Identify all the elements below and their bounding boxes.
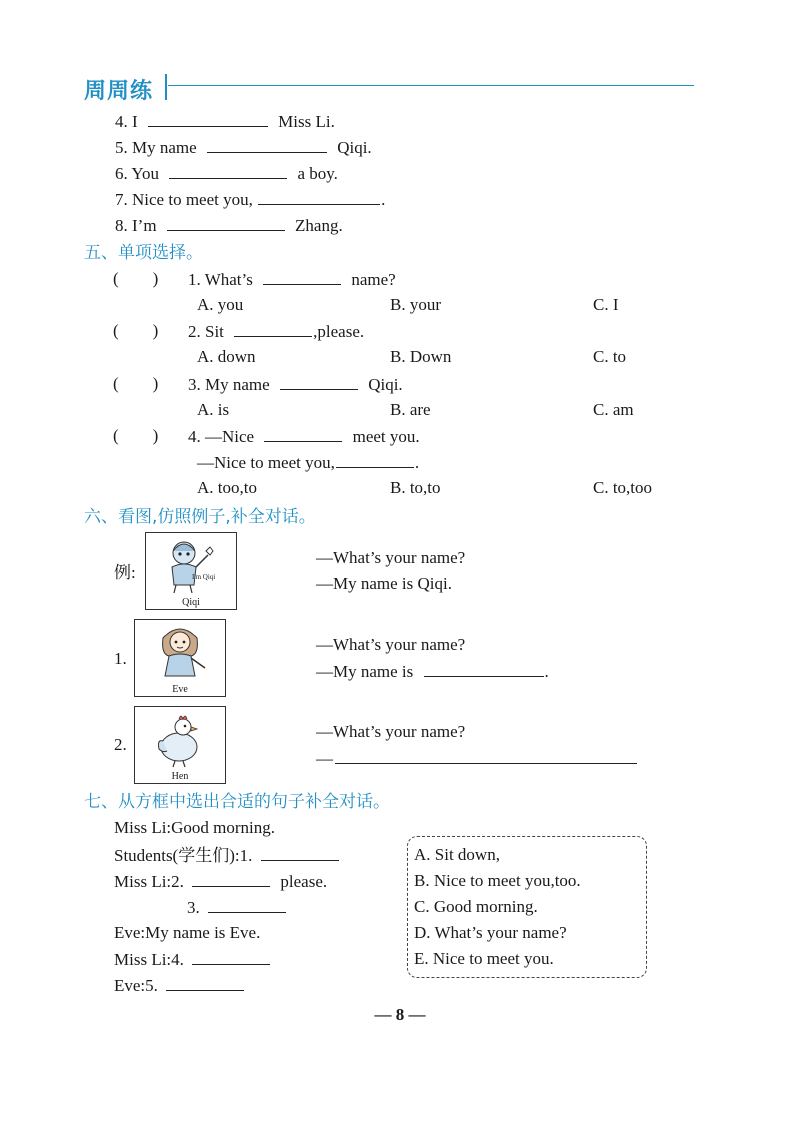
question-1-paren[interactable]: ( ) (113, 269, 159, 288)
answer-blank[interactable] (148, 110, 268, 127)
example-answer: —My name is Qiqi. (316, 574, 452, 593)
question-1-stem: 1. What’s name? (188, 270, 396, 289)
option-e: E. Nice to meet you. (414, 949, 554, 968)
option-a: A. down (197, 347, 256, 366)
item-2-question: —What’s your name? (316, 722, 466, 741)
fill-line-6: 6. You a boy. (115, 164, 338, 183)
example-picture (145, 532, 237, 610)
fill-line-7: 7. Nice to meet you, . (115, 190, 386, 209)
option-c: C. to (593, 347, 627, 366)
dialogue-line-3: Miss Li:2. please. (114, 872, 328, 891)
answer-blank[interactable] (192, 870, 270, 887)
hen-icon (135, 707, 225, 771)
option-b: B. to,to (390, 478, 441, 497)
dialogue-line-1: Miss Li:Good morning. (114, 818, 276, 837)
option-c: C. am (593, 400, 634, 419)
picture-caption: Qiqi (182, 597, 200, 608)
option-c: C. to,too (593, 478, 653, 497)
answer-blank[interactable] (166, 974, 244, 991)
option-d: D. What’s your name? (414, 923, 567, 942)
answer-blank[interactable] (335, 747, 637, 764)
answer-blank[interactable] (264, 425, 342, 442)
girl-eve-icon (135, 620, 225, 684)
page-number: — 8 — (374, 1005, 426, 1024)
answer-blank[interactable] (280, 373, 358, 390)
question-3-stem: 3. My name Qiqi. (188, 375, 403, 394)
item-1-answer: —My name is . (316, 662, 549, 681)
answer-blank[interactable] (263, 268, 341, 285)
answer-blank[interactable] (424, 660, 544, 677)
answer-blank[interactable] (192, 948, 270, 965)
fill-line-8: 8. I’m Zhang. (115, 216, 343, 235)
question-4-paren[interactable]: ( ) (113, 426, 159, 445)
option-b: B. are (390, 400, 431, 419)
header-divider (165, 74, 167, 100)
header-rule (168, 85, 694, 86)
example-question: —What’s your name? (316, 548, 466, 567)
dialogue-line-5: Eve:My name is Eve. (114, 923, 261, 942)
item-1-question: —What’s your name? (316, 635, 466, 654)
answer-blank[interactable] (336, 451, 414, 468)
item-2-picture (134, 706, 226, 784)
answer-blank[interactable] (261, 844, 339, 861)
option-a: A. Sit down, (414, 845, 500, 864)
answer-blank[interactable] (207, 136, 327, 153)
option-b: B. Nice to meet you,too. (414, 871, 581, 890)
example-label: 例: (114, 563, 136, 582)
item-1-label: 1. (114, 649, 127, 668)
dialogue-line-4: 3. (187, 896, 286, 919)
fill-line-5: 5. My name Qiqi. (115, 138, 372, 157)
answer-blank[interactable] (167, 214, 285, 231)
answer-blank[interactable] (169, 162, 287, 179)
answer-blank[interactable] (258, 188, 380, 205)
question-4-line2: —Nice to meet you, . (197, 453, 420, 472)
answer-blank[interactable] (234, 320, 312, 337)
option-a: A. you (197, 295, 244, 314)
option-c: C. I (593, 295, 619, 314)
question-4-stem: 4. —Nice meet you. (188, 427, 420, 446)
item-2-label: 2. (114, 735, 127, 754)
option-b: B. Down (390, 347, 452, 366)
picture-caption: Eve (172, 684, 188, 695)
item-2-answer: — (316, 747, 637, 770)
section-6-title: 六、看图,仿照例子,补全对话。 (84, 507, 316, 527)
answer-blank[interactable] (208, 896, 286, 913)
dialogue-line-2: Students(学生们):1. (114, 844, 339, 867)
option-b: B. your (390, 295, 441, 314)
dialogue-line-7: Eve:5. (114, 974, 244, 997)
option-a: A. too,to (197, 478, 257, 497)
speech-text: I'm Qiqi (192, 573, 216, 581)
option-a: A. is (197, 400, 230, 419)
page-header-title: 周周练 (84, 79, 154, 104)
girl-qiqi-icon (146, 533, 236, 595)
dialogue-line-6: Miss Li:4. (114, 948, 270, 971)
section-7-title: 七、从方框中选出合适的句子补全对话。 (84, 792, 390, 812)
option-c: C. Good morning. (414, 897, 538, 916)
question-2-paren[interactable]: ( ) (113, 321, 159, 340)
picture-caption: Hen (171, 771, 189, 782)
question-2-stem: 2. Sit ,please. (188, 322, 365, 341)
fill-line-4: 4. I Miss Li. (115, 112, 335, 131)
section-5-title: 五、单项选择。 (84, 243, 203, 263)
question-3-paren[interactable]: ( ) (113, 374, 159, 393)
item-1-picture (134, 619, 226, 697)
